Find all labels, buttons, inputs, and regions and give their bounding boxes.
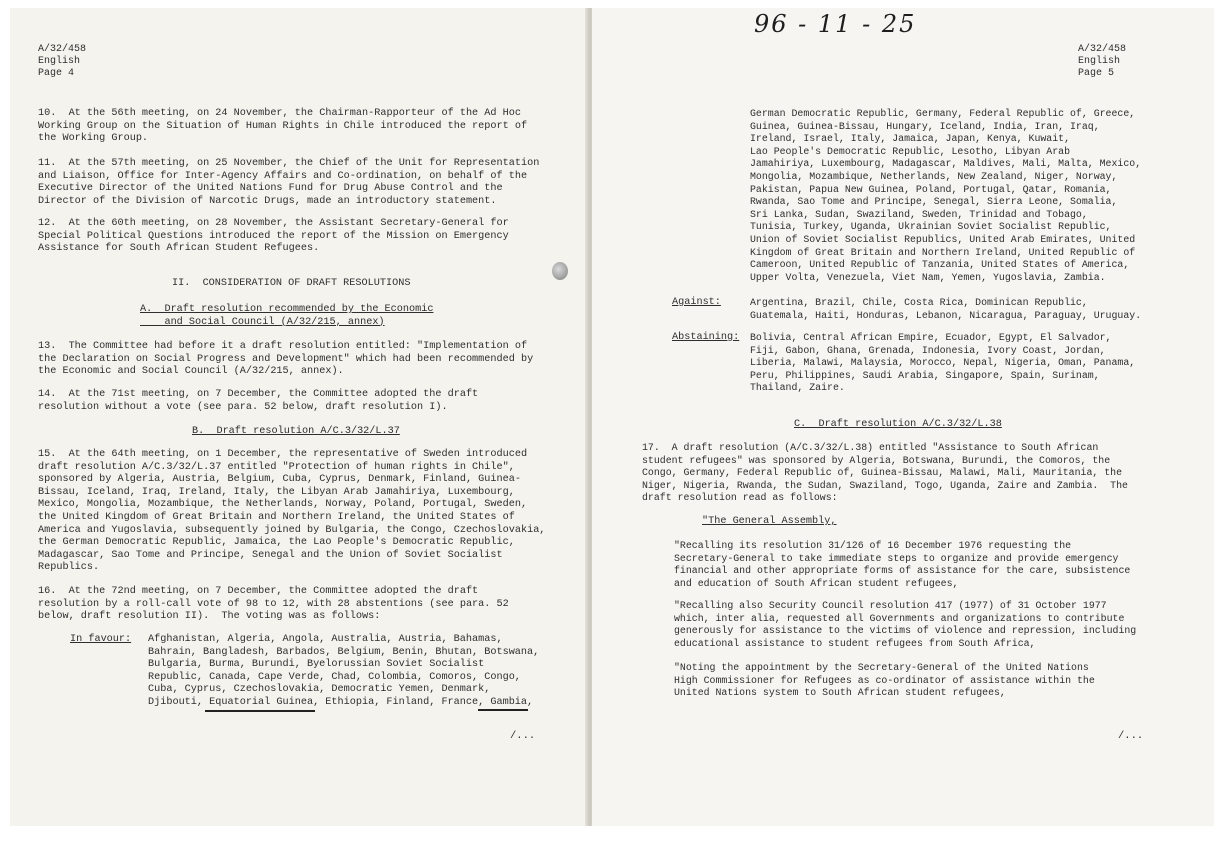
subheading-c: C. Draft resolution A/C.3/32/L.38 (794, 419, 1002, 430)
left-page (10, 8, 588, 826)
right-header-language: English (1078, 56, 1121, 67)
paragraph-12: 12. At the 60th meeting, on 28 November, the Assistant Secretary-General for Special Political Questions introduced the report of the Mission on Emergency Assistance for South African Student Refugees. (38, 218, 509, 255)
handwritten-annotation: 96 - 11 - 25 (754, 10, 917, 38)
paragraph-17: 17. A draft resolution (A/C.3/32/L.38) entitled "Assistance to South African student refugees" was sponsored by Algeria, Botswana, Burundi, the Comoros, the Congo, Germany, Federal Republic of, Guinea-Bissau, Malawi, Mali, Mauritania, the Niger, Nigeria, Rwanda, the Sudan, Swaziland, Togo, Uganda, Zaire and Zambia. The draft resolution read as follows: (642, 442, 1128, 504)
noting-paragraph: "Noting the appointment by the Secretary-General of the United Nations High Commissioner for Refugees as co-ordinator of assistance within the United Nations system to South African student refugees, (674, 662, 1095, 699)
pen-underline (478, 709, 528, 711)
right-continued-mark: /... (1118, 730, 1144, 742)
in-favour-list: Afghanistan, Algeria, Angola, Australia, Austria, Bahamas, Bahrain, Bangladesh, Barbados, Belgium, Benin, Bhutan, Botswana, Bulgaria, Burma, Burundi, Byelorussian Soviet Socialist Republic, Canada, Cape Verde, Chad, Colombia, Comoros, Congo, Cuba, Cyprus, Czechoslovakia, Democratic Yemen, Denmark, Djibouti, Equatorial Guinea, Ethiopia, Finland, France, Gambia, (148, 634, 540, 708)
in-favour-continued: German Democratic Republic, Germany, Federal Republic of, Greece, Guinea, Guinea-Bissau, Hungary, Iceland, India, Iran, Iraq, Ireland, Israel, Italy, Jamaica, Japan, Kenya, Kuwait, Lao People's Democratic Republic, Lesotho, Libyan Arab Jamahiriya, Luxembourg, Madagascar, Maldives, Mali, Malta, Mexico, Mongolia, Mozambique, Netherlands, New Zealand, Niger, Norway, Pakistan, Papua New Guinea, Poland, Portugal, Qatar, Romania, Rwanda, Sao Tome and Principe, Senegal, Sierra Leone, Somalia, Sri Lanka, Sudan, Swaziland, Sweden, Trinidad and Tobago, Tunisia, Turkey, Uganda, Ukrainian Soviet Socialist Republic, Union of Soviet Socialist Republics, United Arab Emirates, United Kingdom of Great Britain and Northern Ireland, United Republic of Cameroon, United Republic of Tanzania, United States of America, Upper Volta, Venezuela, Viet Nam, Yemen, Yugoslavia, Zambia. (750, 108, 1142, 283)
recalling-paragraph-1: "Recalling its resolution 31/126 of 16 December 1976 requesting the Secretary-General to take immediate steps to organize and provide emergency financial and other appropriate forms of assistance for the care, subsistence and education of South African student refugees, (674, 540, 1131, 589)
paragraph-10: 10. At the 56th meeting, on 24 November, the Chairman-Rapporteur of the Ad Hoc Working Group on the Situation of Human Rights in Chile introduced the report of the Working Group. (38, 108, 528, 145)
left-header-symbol: A/32/458 (38, 44, 87, 55)
paragraph-16: 16. At the 72nd meeting, on 7 December, the Committee adopted the draft resolution by a roll-call vote of 98 to 12, with 28 abstentions (see para. 52 below, draft resolution II). The voting was as follows: (38, 586, 509, 623)
punch-hole (552, 262, 568, 280)
paragraph-14: 14. At the 71st meeting, on 7 December, the Committee adopted the draft resolution without a vote (see para. 52 below, draft resolution I). (38, 389, 479, 413)
abstaining-list: Bolivia, Central African Empire, Ecuador, Egypt, El Salvador, Fiji, Gabon, Ghana, Grenada, Indonesia, Ivory Coast, Jordan, Liberia, Malawi, Malaysia, Morocco, Nepal, Nigeria, Oman, Panama, Peru, Philippines, Saudi Arabia, Singapore, Spain, Surinam, Thailand, Zaire. (750, 332, 1136, 394)
against-list: Argentina, Brazil, Chile, Costa Rica, Dominican Republic, Guatemala, Haiti, Honduras, Lebanon, Nicaragua, Paraguay, Uruguay. (750, 297, 1142, 321)
paragraph-11: 11. At the 57th meeting, on 25 November, the Chief of the Unit for Representation and Liaison, Office for Inter-Agency Affairs and Co-ordination, on behalf of the Executive Director of the United Nations Fund for Drug Abuse Control and the Director of the Division of Narcotic Drugs, made an introductory statement. (38, 158, 540, 207)
right-header-page: Page 5 (1078, 68, 1115, 79)
left-header-page: Page 4 (38, 68, 75, 79)
recalling-paragraph-2: "Recalling also Security Council resolution 417 (1977) of 31 October 1977 which, inter alia, requested all Governments and organizations to contribute generously for assistance to the victims of violence and repression, including educational assistance to student refugees from South Africa, (674, 600, 1137, 649)
abstaining-label: Abstaining: (672, 332, 740, 343)
pen-underline (205, 710, 315, 712)
in-favour-label: In favour: (70, 634, 132, 645)
subheading-b: B. Draft resolution A/C.3/32/L.37 (192, 426, 400, 437)
left-continued-mark: /... (510, 730, 536, 742)
subheading-a: A. Draft resolution recommended by the Economic and Social Council (A/32/215, annex) (140, 304, 434, 328)
right-page (592, 8, 1214, 826)
against-label: Against: (672, 297, 721, 308)
general-assembly-heading: "The General Assembly, (702, 516, 837, 527)
right-header-symbol: A/32/458 (1078, 44, 1127, 55)
paragraph-13: 13. The Committee had before it a draft resolution entitled: "Implementation of the Declaration on Social Progress and Development" which had been recommended by the Economic and Social Council (A/32/215, annex). (38, 341, 534, 378)
section-heading-ii: II. CONSIDERATION OF DRAFT RESOLUTIONS (172, 278, 411, 289)
paragraph-15: 15. At the 64th meeting, on 1 December, the representative of Sweden introduced draft resolution A/C.3/32/L.37 entitled "Protection of human rights in Chile", sponsored by Algeria, Austria, Belgium, Cuba, Cyprus, Denmark, Finland, Guinea- Bissau, Iceland, Iraq, Ireland, Italy, the Libyan Arab Jamahiriya, Luxembourg, Mexico, Mongolia, Mozambique, the Netherlands, Norway, Poland, Portugal, Sweden, the United Kingdom of Great Britain and Northern Ireland, the United States of America and Yugoslavia, subsequently joined by Bulgaria, the Congo, Czechoslovakia, the German Democratic Republic, Jamaica, the Lao People's Democratic Republic, Madagascar, Sao Tome and Principe, Senegal and the Union of Soviet Socialist Republics. (38, 449, 546, 574)
left-header-language: English (38, 56, 81, 67)
